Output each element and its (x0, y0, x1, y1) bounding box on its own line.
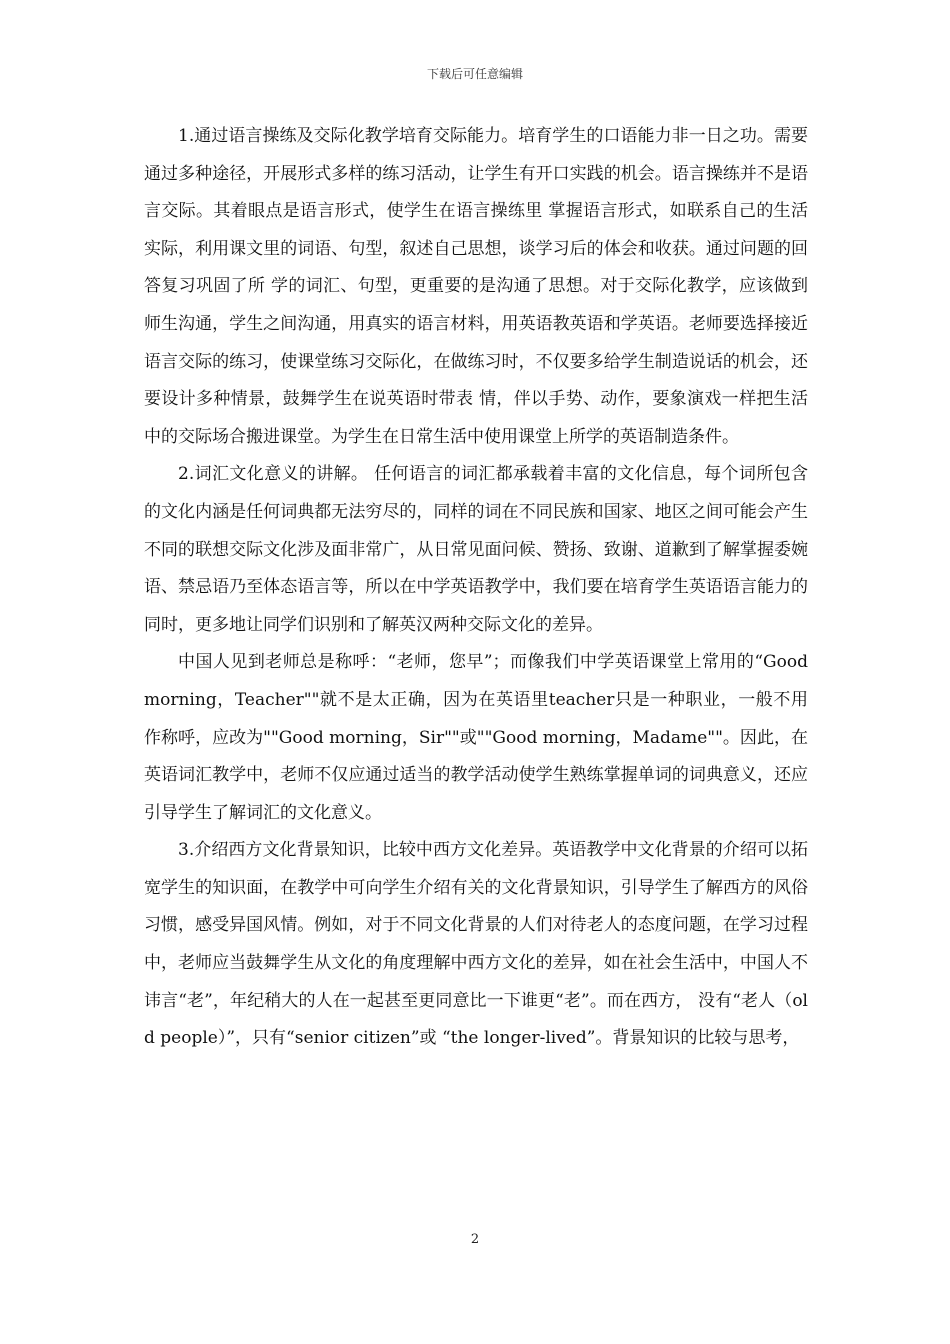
page-number: 2 (470, 1232, 480, 1247)
paragraph-1: 1.通过语言操练及交际化教学培育交际能力。培育学生的口语能力非一日之功。需要通过多种途径，开展形式多样的练习活动，让学生有开口实践的机会。语言操练并不是语言交际。其着眼点是语言形式，使学生在语言操练里 掌握语言形式，如联系自己的生活实际，利用课文里的词语、句型，叙述自己思想，谈学习后的体会和收获。通过问题的回答复习巩固了所 学的词汇、句型，更重要的是沟通了思想。对于交际化教学，应该做到师生沟通，学生之间沟通，用真实的语言材料，用英语教英语和学英语。老师要选择接近语言交际的练习，使课堂练习交际化，在做练习时，不仅要多给学生制造说话的机会，还要设计多种情景，鼓舞学生在说英语时带表 情，伴以手势、动作，要象演戏一样把生活中的交际场合搬进课堂。为学生在日常生活中使用课堂上所学的英语制造条件。 (144, 126, 808, 447)
paragraph-3: 中国人见到老师总是称呼：“老师，您早”；而像我们中学英语课堂上常用的“Good morning，Teacher""就不是太正确，因为在英语里teacher只是一种职业，一般不用作称呼，应改为""Good morning，Sir""或""Good morning，Madame""。因此，在英语词汇教学中，老师不仅应通过适当的教学活动使学生熟练掌握单词的词典意义，还应引导学生了解词汇的文化意义。 (144, 652, 808, 823)
page-header: 下载后可任意编辑 (426, 67, 523, 81)
document-body (144, 118, 808, 1058)
paragraph-4: 3.介绍西方文化背景知识，比较中西方文化差异。英语教学中文化背景的介绍可以拓宽学生的知识面，在教学中可向学生介绍有关的文化背景知识，引导学生了解西方的风俗习惯，感受异国风情。例如，对于不同文化背景的人们对待老人的态度问题，在学习过程中，老师应当鼓舞学生从文化的角度理解中西方文化的差异，如在社会生活中，中国人不讳言“老”，年纪稍大的人在一起甚至更同意比一下谁更“老”。而在西方， 没有“老人（old people）”，只有“senior citizen”或 “the longer-lived”。背景知识的比较与思考， (144, 840, 808, 1049)
paragraph-2: 2.词汇文化意义的讲解。 任何语言的词汇都承载着丰富的文化信息，每个词所包含的文化内涵是任何词典都无法穷尽的，同样的词在不同民族和国家、地区之间可能会产生不同的联想交际文化涉及面非常广，从日常见面问候、赞扬、致谢、道歉到了解掌握委婉语、禁忌语乃至体态语言等，所以在中学英语教学中，我们要在培育学生英语语言能力的同时，更多地让同学们识别和了解英汉两种交际文化的差异。 (144, 464, 808, 635)
